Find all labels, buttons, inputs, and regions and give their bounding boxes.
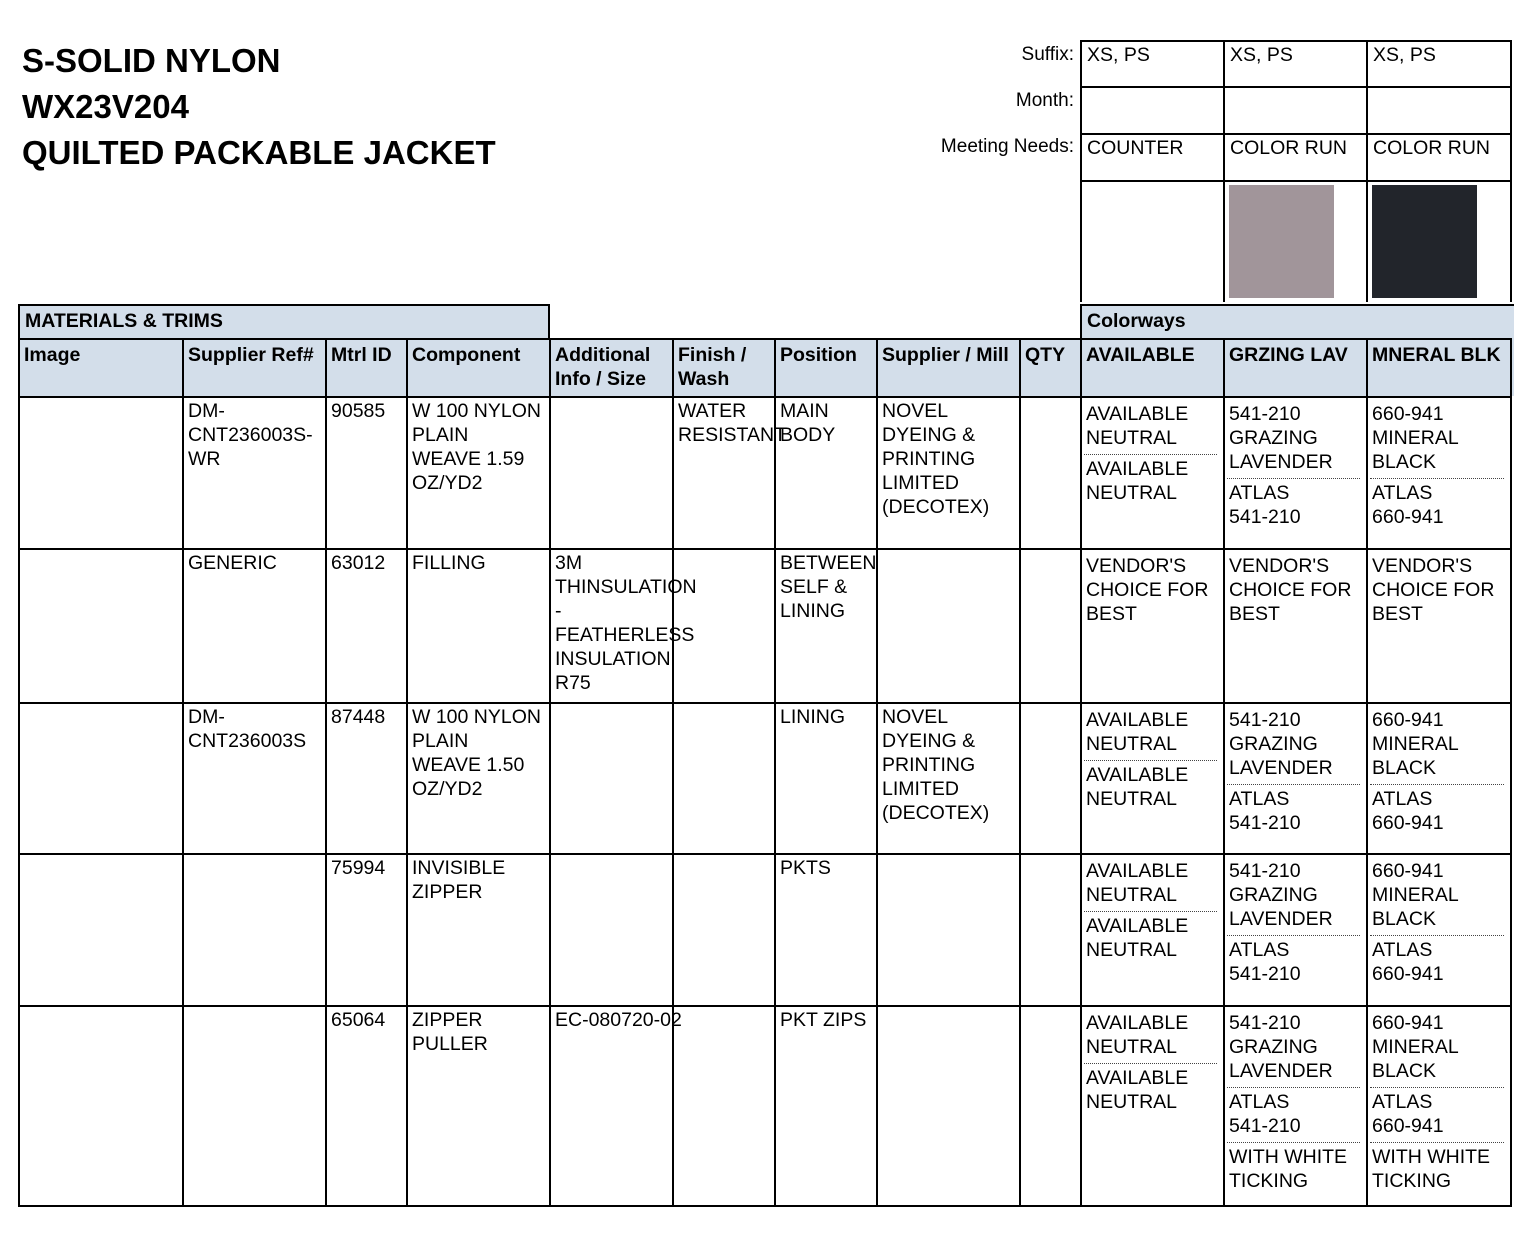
supplier-ref-cell bbox=[183, 703, 326, 752]
colorway-cw3-line: ATLAS bbox=[1372, 482, 1433, 504]
colorway-cw3-line: ATLAS bbox=[1372, 788, 1433, 810]
table-hline bbox=[18, 338, 1512, 340]
additional-info-line: FEATHERLESS bbox=[555, 624, 695, 646]
header-colorway-mneral-blk-text: MNERAL BLK bbox=[1372, 344, 1501, 366]
finish-wash-cell bbox=[673, 703, 775, 704]
meeting-value-1: COUNTER bbox=[1087, 137, 1184, 159]
component-cell bbox=[407, 1006, 550, 1055]
component-cell bbox=[407, 397, 550, 494]
colorway-cw3-line: BLACK bbox=[1372, 451, 1436, 473]
style-name: QUILTED PACKABLE JACKET bbox=[22, 134, 496, 171]
colorway-cw1-line: NEUTRAL bbox=[1086, 427, 1178, 449]
colorway-cw3-line: BEST bbox=[1372, 603, 1423, 625]
colorway-separator bbox=[1370, 1087, 1504, 1088]
supplier-ref-cell bbox=[183, 854, 326, 855]
colorway-cw2-line: LAVENDER bbox=[1229, 1060, 1333, 1082]
header-colorway-available bbox=[1081, 341, 1200, 369]
component-line: W 100 NYLON bbox=[412, 400, 541, 422]
supplier-mill-line: (DECOTEX) bbox=[882, 802, 990, 824]
qty-cell bbox=[1020, 549, 1030, 553]
colorway-cw2-line: GRAZING bbox=[1229, 884, 1318, 906]
colorway-cw2-line: 541-210 bbox=[1229, 1012, 1301, 1034]
colorway-separator bbox=[1084, 760, 1217, 761]
colorway-cw3-line: 660-941 bbox=[1372, 506, 1444, 528]
qty-cell bbox=[1020, 1006, 1030, 1010]
header-colorway-available-text: AVAILABLE bbox=[1086, 344, 1195, 366]
mtrl-id-cell: 65064 bbox=[331, 1009, 386, 1031]
position-line: PKT ZIPS bbox=[780, 1009, 867, 1031]
colorway-cw2-line: 541-210 bbox=[1229, 963, 1301, 985]
meta-grid-vline bbox=[1223, 40, 1225, 302]
supplier-mill-cell bbox=[877, 549, 1020, 550]
position-cell bbox=[775, 1006, 877, 1031]
colorways-title: Colorways bbox=[1087, 310, 1186, 332]
component-line: OZ/YD2 bbox=[412, 472, 483, 494]
meeting-value-2: COLOR RUN bbox=[1230, 137, 1348, 159]
supplier-ref-line: CNT236003S- bbox=[188, 424, 313, 446]
supplier-ref-cell bbox=[183, 1006, 326, 1007]
colorway-cw2-line: ATLAS bbox=[1229, 788, 1290, 810]
supplier-ref-cell bbox=[183, 549, 326, 574]
colorway-separator bbox=[1227, 784, 1360, 785]
position-line: LINING bbox=[780, 600, 846, 622]
header-additional-info-text: Additional bbox=[555, 344, 651, 366]
colorway-separator bbox=[1370, 1142, 1504, 1143]
component-line: WEAVE 1.50 bbox=[412, 754, 525, 776]
finish-wash-line: WATER bbox=[678, 400, 747, 422]
colorway-cw3-line: MINERAL bbox=[1372, 1036, 1459, 1058]
additional-info-cell bbox=[550, 703, 673, 704]
colorway-cw2-line: ATLAS bbox=[1229, 1091, 1290, 1113]
colorway-cw2-line: LAVENDER bbox=[1229, 757, 1333, 779]
supplier-mill-cell bbox=[877, 397, 1020, 518]
meeting-value-3: COLOR RUN bbox=[1373, 137, 1491, 159]
colorway-cw2-line: LAVENDER bbox=[1229, 451, 1333, 473]
component-cell bbox=[407, 854, 550, 903]
colorway-cw1-line: VENDOR'S bbox=[1086, 555, 1187, 577]
finish-wash-cell bbox=[673, 549, 775, 550]
colorway-separator bbox=[1227, 1087, 1360, 1088]
colorway-separator bbox=[1084, 1063, 1217, 1064]
colorway-cw2-line: ATLAS bbox=[1229, 482, 1290, 504]
colorway-swatch-3 bbox=[1372, 185, 1477, 298]
meta-grid-vline bbox=[1366, 40, 1368, 302]
component-line: PLAIN bbox=[412, 424, 469, 446]
header-additional-info bbox=[550, 341, 655, 393]
materials-trims-section bbox=[18, 304, 550, 338]
header-colorway-grzing-lav-text: GRZING LAV bbox=[1229, 344, 1348, 366]
header-position bbox=[775, 341, 862, 369]
colorway-separator bbox=[1084, 911, 1217, 912]
position-cell bbox=[775, 703, 877, 728]
header-position-text: Position bbox=[780, 344, 857, 366]
colorway-cw3-line: 660-941 bbox=[1372, 709, 1444, 731]
colorway-cw3-line: 660-941 bbox=[1372, 860, 1444, 882]
meta-grid-vline bbox=[1080, 40, 1082, 302]
colorway-cw2-line: 541-210 bbox=[1229, 506, 1301, 528]
colorway-cw2-line: 541-210 bbox=[1229, 1115, 1301, 1137]
header-qty-text: QTY bbox=[1025, 344, 1066, 366]
style-number: WX23V204 bbox=[22, 88, 189, 125]
supplier-mill-line: NOVEL bbox=[882, 706, 949, 728]
colorway-cw2-line: BEST bbox=[1229, 603, 1280, 625]
colorway-cw2-line: GRAZING bbox=[1229, 733, 1318, 755]
position-line: PKTS bbox=[780, 857, 831, 879]
additional-info-cell bbox=[550, 1006, 682, 1031]
supplier-mill-line: DYEING & bbox=[882, 424, 976, 446]
colorway-cw3-line: CHOICE FOR bbox=[1372, 579, 1495, 601]
colorway-cw3-line: 660-941 bbox=[1372, 403, 1444, 425]
supplier-mill-line: PRINTING bbox=[882, 754, 976, 776]
month-value-3 bbox=[1368, 87, 1378, 91]
month-value-2 bbox=[1225, 87, 1235, 91]
supplier-mill-line: LIMITED bbox=[882, 778, 959, 800]
header-component bbox=[407, 341, 525, 369]
colorway-cw3-line: WITH WHITE bbox=[1372, 1146, 1491, 1168]
colorway-cw1-line: BEST bbox=[1086, 603, 1137, 625]
qty-cell bbox=[1020, 703, 1030, 707]
colorway-cw2-line: VENDOR'S bbox=[1229, 555, 1330, 577]
additional-info-line: INSULATION bbox=[555, 648, 671, 670]
qty-cell bbox=[1020, 854, 1030, 858]
colorway-cw3-line: BLACK bbox=[1372, 757, 1436, 779]
colorway-cw1-line: AVAILABLE bbox=[1086, 860, 1189, 882]
colorway-cw1-line: AVAILABLE bbox=[1086, 458, 1189, 480]
header-colorway-mneral-blk bbox=[1367, 341, 1506, 369]
meeting-needs-label: Meeting Needs: bbox=[940, 136, 1074, 157]
position-cell bbox=[775, 549, 877, 622]
colorway-cw2-line: ATLAS bbox=[1229, 939, 1290, 961]
colorway-separator bbox=[1370, 478, 1504, 479]
colorway-cw1-line: NEUTRAL bbox=[1086, 788, 1178, 810]
colorway-separator bbox=[1370, 935, 1504, 936]
header-component-text: Component bbox=[412, 344, 521, 366]
colorway-cw2-line: 541-210 bbox=[1229, 403, 1301, 425]
colorway-cw1-line: NEUTRAL bbox=[1086, 884, 1178, 906]
colorway-cw3-line: ATLAS bbox=[1372, 1091, 1433, 1113]
colorway-separator bbox=[1084, 454, 1217, 455]
additional-info-line: - bbox=[555, 600, 562, 622]
suffix-label: Suffix: bbox=[1021, 44, 1074, 65]
colorway-cw3-line: MINERAL bbox=[1372, 427, 1459, 449]
component-line: ZIPPER bbox=[412, 881, 483, 903]
colorway-cw2-line: CHOICE FOR bbox=[1229, 579, 1352, 601]
colorways-section bbox=[1080, 304, 1514, 338]
header-supplier-mill-text: Supplier / Mill bbox=[882, 344, 1009, 366]
supplier-mill-cell bbox=[877, 703, 1020, 824]
finish-wash-line: RESISTANT bbox=[678, 424, 786, 446]
supplier-mill-line: PRINTING bbox=[882, 448, 976, 470]
colorway-cw3-line: 660-941 bbox=[1372, 963, 1444, 985]
colorway-cw2-line: LAVENDER bbox=[1229, 908, 1333, 930]
finish-wash-cell bbox=[673, 1006, 775, 1007]
colorway-separator bbox=[1370, 784, 1504, 785]
colorway-cw1-line: AVAILABLE bbox=[1086, 403, 1189, 425]
colorway-separator bbox=[1227, 478, 1360, 479]
supplier-ref-line: CNT236003S bbox=[188, 730, 307, 752]
header-image-text: Image bbox=[24, 344, 81, 366]
colorway-cw3-line: BLACK bbox=[1372, 908, 1436, 930]
position-cell bbox=[775, 854, 877, 879]
component-line: OZ/YD2 bbox=[412, 778, 483, 800]
additional-info-cell bbox=[550, 397, 673, 398]
table-hline bbox=[18, 1205, 1512, 1207]
colorway-cw1-line: AVAILABLE bbox=[1086, 915, 1189, 937]
colorway-cw3-line: TICKING bbox=[1372, 1170, 1452, 1192]
component-line: WEAVE 1.59 bbox=[412, 448, 525, 470]
position-cell bbox=[775, 397, 877, 446]
position-line: LINING bbox=[780, 706, 846, 728]
colorway-cw3-line: MINERAL bbox=[1372, 884, 1459, 906]
mtrl-id-cell: 87448 bbox=[331, 706, 386, 728]
month-value-1 bbox=[1082, 87, 1092, 91]
suffix-value-3: XS, PS bbox=[1373, 44, 1436, 66]
colorway-cw1-line: AVAILABLE bbox=[1086, 1067, 1189, 1089]
header-finish-wash-text: Wash bbox=[678, 368, 730, 390]
header-mtrl-id-text: Mtrl ID bbox=[331, 344, 392, 366]
meta-grid-hline bbox=[1080, 180, 1512, 182]
header-finish-wash-text: Finish / bbox=[678, 344, 747, 366]
component-line: FILLING bbox=[412, 552, 486, 574]
header-image bbox=[19, 341, 85, 369]
colorway-separator bbox=[1227, 1142, 1360, 1143]
header-supplier-ref-text: Supplier Ref# bbox=[188, 344, 314, 366]
colorway-cw1-line: AVAILABLE bbox=[1086, 764, 1189, 786]
colorway-cw3-line: VENDOR'S bbox=[1372, 555, 1473, 577]
colorway-cw2-line: TICKING bbox=[1229, 1170, 1309, 1192]
colorway-cw2-line: 541-210 bbox=[1229, 860, 1301, 882]
additional-info-line: EC-080720-02 bbox=[555, 1009, 682, 1031]
position-line: SELF & bbox=[780, 576, 848, 598]
mtrl-id-cell: 75994 bbox=[331, 857, 386, 879]
colorway-cw1-line: NEUTRAL bbox=[1086, 939, 1178, 961]
suffix-value-1: XS, PS bbox=[1087, 44, 1150, 66]
supplier-mill-line: LIMITED bbox=[882, 472, 959, 494]
meta-grid-hline bbox=[1080, 86, 1512, 88]
header-additional-info-text: Info / Size bbox=[555, 368, 647, 390]
supplier-mill-cell bbox=[877, 854, 1020, 855]
finish-wash-cell bbox=[673, 854, 775, 855]
supplier-mill-line: (DECOTEX) bbox=[882, 496, 990, 518]
component-line: INVISIBLE bbox=[412, 857, 506, 879]
header-mtrl-id bbox=[326, 341, 397, 369]
supplier-ref-cell bbox=[183, 397, 326, 470]
supplier-mill-line: NOVEL bbox=[882, 400, 949, 422]
meta-grid-vline bbox=[1510, 40, 1512, 302]
finish-wash-cell bbox=[673, 397, 786, 446]
component-cell bbox=[407, 703, 550, 800]
colorway-cw1-line: NEUTRAL bbox=[1086, 1036, 1178, 1058]
colorway-cw2-line: 541-210 bbox=[1229, 812, 1301, 834]
colorway-cw1-line: NEUTRAL bbox=[1086, 1091, 1178, 1113]
colorway-cw2-line: WITH WHITE bbox=[1229, 1146, 1348, 1168]
additional-info-cell bbox=[550, 854, 673, 855]
mtrl-id-cell: 90585 bbox=[331, 400, 386, 422]
component-line: W 100 NYLON bbox=[412, 706, 541, 728]
colorway-cw1-line: AVAILABLE bbox=[1086, 709, 1189, 731]
supplier-ref-line: DM- bbox=[188, 400, 225, 422]
supplier-ref-line: GENERIC bbox=[188, 552, 277, 574]
header-colorway-grzing-lav bbox=[1224, 341, 1353, 369]
additional-info-line: R75 bbox=[555, 672, 591, 694]
header-supplier-ref bbox=[183, 341, 319, 369]
header-qty bbox=[1020, 341, 1070, 369]
component-line: ZIPPER bbox=[412, 1009, 483, 1031]
header-supplier-mill bbox=[877, 341, 1014, 369]
suffix-value-2: XS, PS bbox=[1230, 44, 1293, 66]
colorway-swatch-2 bbox=[1229, 185, 1334, 298]
mtrl-id-cell: 63012 bbox=[331, 552, 386, 574]
colorway-cw2-line: 541-210 bbox=[1229, 709, 1301, 731]
qty-cell bbox=[1020, 397, 1030, 401]
component-line: PULLER bbox=[412, 1033, 488, 1055]
additional-info-line: THINSULATION bbox=[555, 576, 697, 598]
component-cell bbox=[407, 549, 550, 574]
supplier-ref-line: WR bbox=[188, 448, 221, 470]
colorway-cw3-line: 660-941 bbox=[1372, 1115, 1444, 1137]
materials-trims-title: MATERIALS & TRIMS bbox=[25, 310, 223, 332]
colorway-cw1-line: CHOICE FOR bbox=[1086, 579, 1209, 601]
colorway-cw1-line: NEUTRAL bbox=[1086, 482, 1178, 504]
position-line: BODY bbox=[780, 424, 836, 446]
header-finish-wash bbox=[673, 341, 751, 393]
position-line: MAIN bbox=[780, 400, 829, 422]
colorway-cw3-line: 660-941 bbox=[1372, 812, 1444, 834]
month-label: Month: bbox=[1015, 90, 1074, 111]
position-line: BETWEEN bbox=[780, 552, 877, 574]
colorway-cw3-line: 660-941 bbox=[1372, 1012, 1444, 1034]
colorway-cw3-line: BLACK bbox=[1372, 1060, 1436, 1082]
additional-info-line: 3M bbox=[555, 552, 583, 574]
style-fabric-title: S-SOLID NYLON bbox=[22, 42, 281, 79]
supplier-mill-cell bbox=[877, 1006, 1020, 1007]
colorway-separator bbox=[1227, 935, 1360, 936]
colorway-cw1-line: AVAILABLE bbox=[1086, 1012, 1189, 1034]
supplier-mill-line: DYEING & bbox=[882, 730, 976, 752]
component-line: PLAIN bbox=[412, 730, 469, 752]
colorway-cw3-line: ATLAS bbox=[1372, 939, 1433, 961]
colorway-cw2-line: GRAZING bbox=[1229, 427, 1318, 449]
colorway-cw3-line: MINERAL bbox=[1372, 733, 1459, 755]
colorway-cw2-line: GRAZING bbox=[1229, 1036, 1318, 1058]
additional-info-cell bbox=[550, 549, 697, 694]
colorway-cw1-line: NEUTRAL bbox=[1086, 733, 1178, 755]
supplier-ref-line: DM- bbox=[188, 706, 225, 728]
